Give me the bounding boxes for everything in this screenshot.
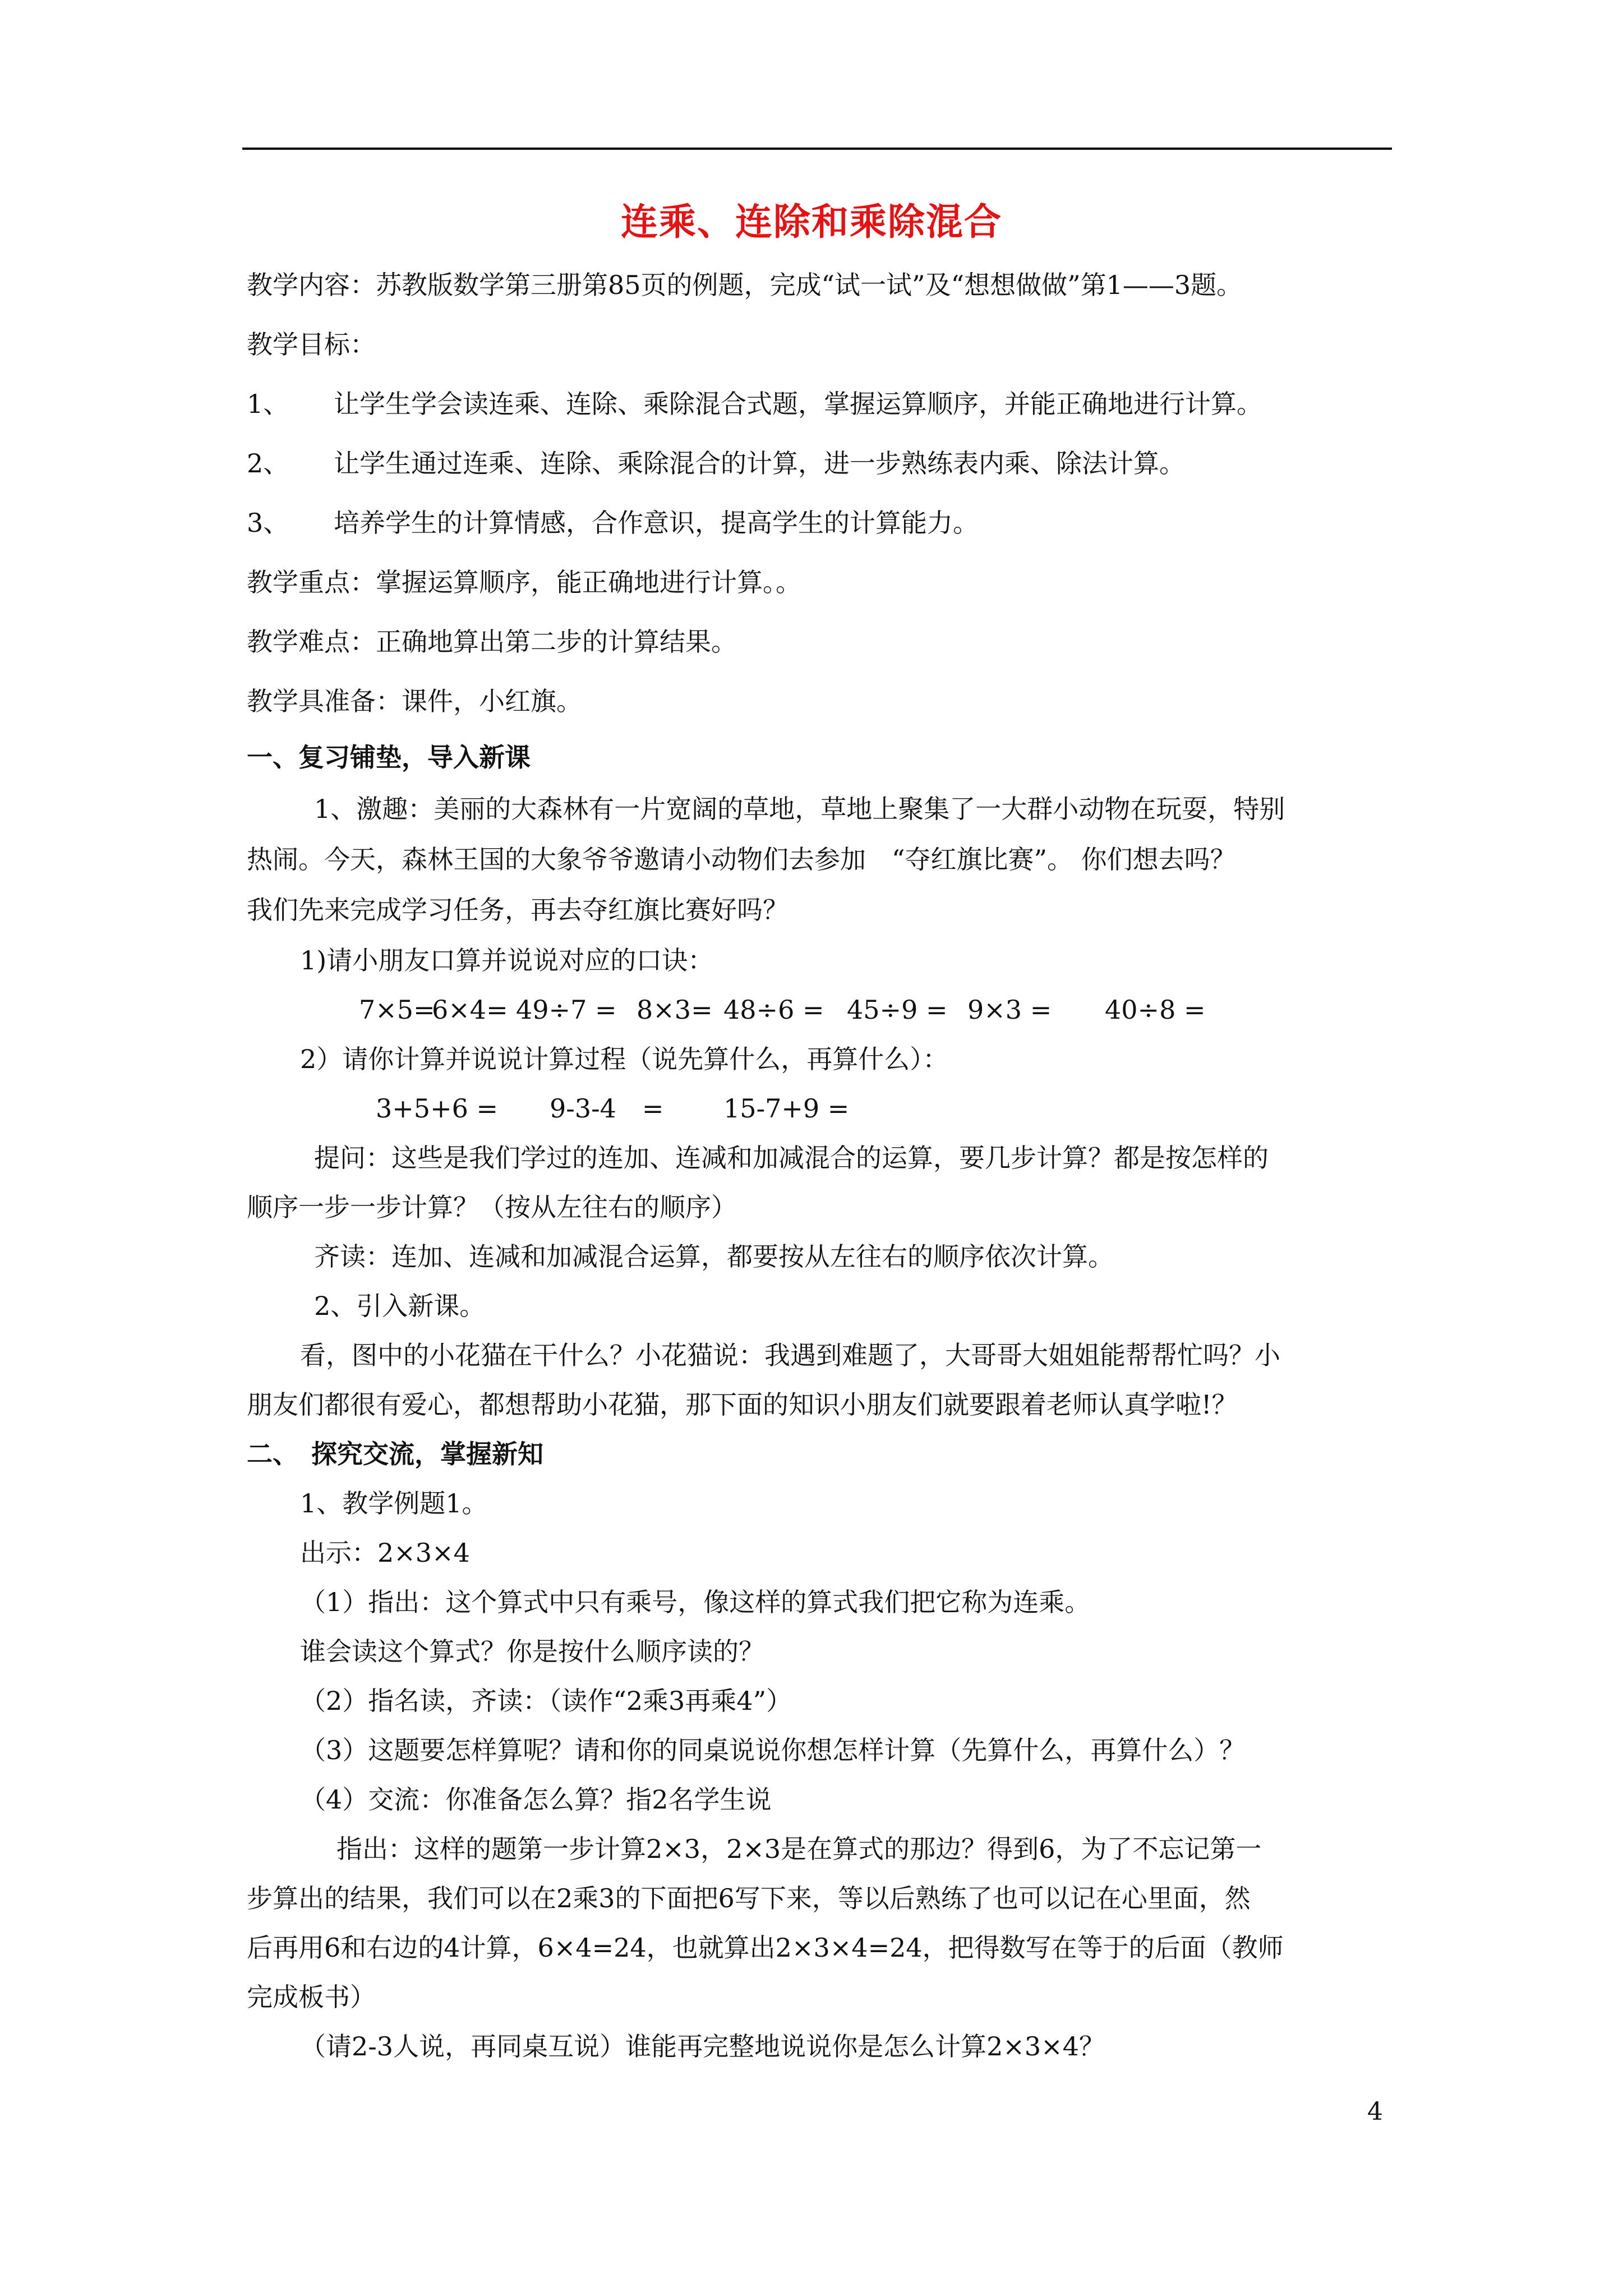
paragraph-line: 步算出的结果，我们可以在2乘3的下面把6写下来，等以后熟练了也可以记在心里面，然 — [247, 1883, 1251, 1913]
goal-item — [247, 445, 1185, 481]
difficulty: 教学难点：正确地算出第二步的计算结果。 — [247, 627, 737, 657]
calc-item: 15-7+9 = — [723, 1093, 850, 1124]
goal-number: 2、 — [247, 448, 289, 478]
section-heading-1: 一、复习铺垫，导入新课 — [247, 742, 531, 772]
goal-number: 3、 — [247, 508, 289, 538]
paragraph-line: 谁会读这个算式？你是按什么顺序读的？ — [300, 1636, 764, 1667]
paragraph-line: 顺序一步一步计算？（按从左往右的顺序） — [247, 1192, 737, 1222]
page-number: 4 — [1367, 2097, 1383, 2126]
paragraph-line: 我们先来完成学习任务，再去夺红旗比赛好吗？ — [247, 895, 789, 925]
page-title: 连乘、连除和乘除混合 — [621, 200, 1002, 243]
question-2: 2）请你计算并说说计算过程（说先算什么，再算什么）： — [300, 1044, 949, 1074]
goal-text: 让学生学会读连乘、连除、乘除混合式题，掌握运算顺序，并能正确地进行计算。 — [334, 389, 1262, 419]
paragraph-line: 提问：这些是我们学过的连加、连减和加减混合的运算，要几步计算？都是按怎样的 — [314, 1143, 1269, 1173]
paragraph-line: 2、引入新课。 — [314, 1291, 486, 1321]
paragraph-line: 看，图中的小花猫在干什么？小花猫说：我遇到难题了，大哥哥大姐姐能帮帮忙吗？小 — [300, 1340, 1280, 1370]
calc-item: 9×3 = — [967, 995, 1052, 1025]
goal-number: 1、 — [247, 389, 289, 419]
paragraph-line: 完成板书） — [247, 1982, 376, 2012]
paragraph-line: 1、激趣：美丽的大森林有一片宽阔的草地，草地上聚集了一大群小动物在玩耍，特别 — [314, 794, 1285, 824]
goal-item — [247, 386, 1262, 422]
header-rule — [242, 148, 1392, 150]
goals-heading: 教学目标： — [247, 329, 376, 360]
question-1: 1)请小朋友口算并说说对应的口诀： — [300, 945, 714, 976]
oral-calc-row — [359, 992, 1206, 1028]
calc-item: 8×3= — [637, 995, 713, 1025]
goal-text: 培养学生的计算情感，合作意识，提高学生的计算能力。 — [334, 508, 979, 538]
paragraph-line: 指出：这样的题第一步计算2×3，2×3是在算式的那边？得到6，为了不忘记第一 — [336, 1834, 1262, 1864]
paragraph-line: 出示：2×3×4 — [300, 1538, 470, 1568]
calc-item: 3+5+6 = — [376, 1093, 499, 1124]
calc-item: 40÷8 = — [1105, 995, 1206, 1025]
key-point: 教学重点：掌握运算顺序，能正确地进行计算。。 — [247, 567, 801, 597]
materials: 教学具准备：课件，小红旗。 — [247, 686, 582, 716]
paragraph-line: 齐读：连加、连减和加减混合运算，都要按从左往右的顺序依次计算。 — [314, 1241, 1114, 1272]
calc-process-row — [376, 1091, 849, 1126]
calc-item: 9-3-4 = — [550, 1093, 664, 1124]
paragraph-line: （2）指名读，齐读：（读作“2乘3再乘4”） — [300, 1686, 792, 1716]
section-heading-2: 二、 探究交流，掌握新知 — [247, 1439, 543, 1469]
goal-item — [247, 505, 979, 541]
calc-item: 7×5= — [359, 995, 435, 1025]
paragraph-line: （请2-3人说，再同桌互说）谁能再完整地说说你是怎么计算2×3×4？ — [300, 2031, 1105, 2062]
paragraph-line: 1、教学例题1。 — [300, 1488, 488, 1519]
paragraph-line: 后再用6和右边的4计算，6×4=24，也就算出2×3×4=24，把得数写在等于的后面（教师 — [247, 1932, 1284, 1963]
calc-item: 6×4= — [432, 995, 508, 1025]
paragraph-line: （3）这题要怎样算呢？请和你的同桌说说你想怎样计算（先算什么，再算什么）？ — [300, 1735, 1246, 1765]
paragraph-line: （4）交流：你准备怎么算？指2名学生说 — [300, 1784, 772, 1815]
calc-item: 49÷7 = — [516, 995, 617, 1025]
paragraph-line: 热闹。今天，森林王国的大象爷爷邀请小动物们去参加 “夺红旗比赛”。 你们想去吗？ — [247, 844, 1236, 875]
paragraph-line: （1）指出：这个算式中只有乘号，像这样的算式我们把它称为连乘。 — [300, 1587, 1091, 1617]
calc-item: 45÷9 = — [847, 995, 948, 1025]
calc-item: 48÷6 = — [723, 995, 824, 1025]
paragraph-line: 朋友们都很有爱心，都想帮助小花猫，那下面的知识小朋友们就要跟着老师认真学啦!？ — [247, 1389, 1238, 1420]
teaching-content: 教学内容：苏教版数学第三册第85页的例题，完成“试一试”及“想想做做”第1——3题。 — [247, 270, 1243, 300]
goal-text: 让学生通过连乘、连除、乘除混合的计算，进一步熟练表内乘、除法计算。 — [334, 448, 1185, 478]
